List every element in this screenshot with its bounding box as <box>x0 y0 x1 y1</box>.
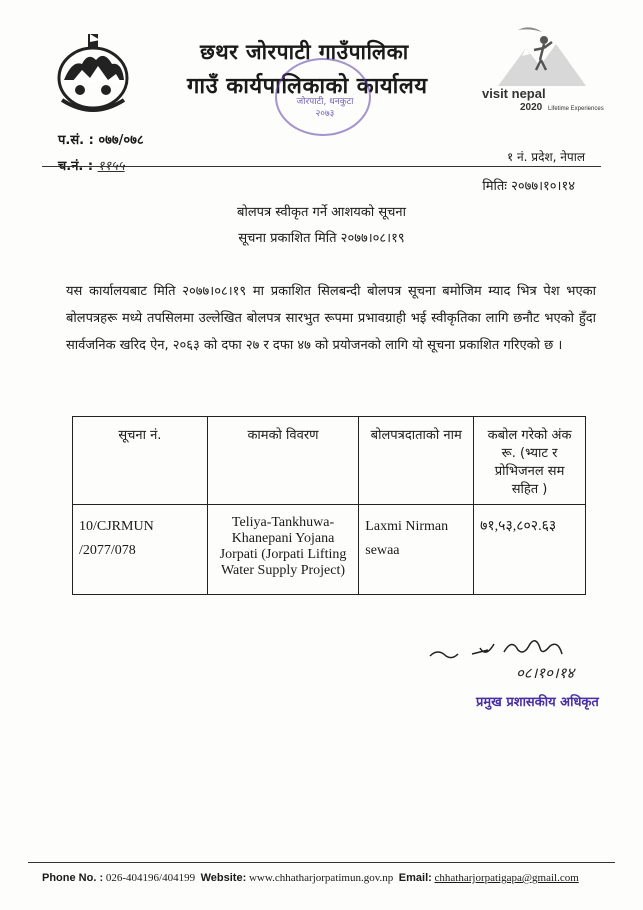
cell-bid-amount: ७१,५३,८०२.६३ <box>474 505 586 595</box>
email-label: Email: <box>398 872 432 884</box>
reference-value: ०७७/०७८ <box>98 133 144 148</box>
cell-bidder-name: Laxmi Nirman sewaa <box>359 505 474 595</box>
date-label: मितिः <box>482 179 507 194</box>
date-line <box>482 176 575 194</box>
notice-body: यस कार्यालयबाट मिति २०७७।०८।१९ मा प्रकाशित सिलबन्दी बोलपत्र सूचना बमोजिम म्याद भित्र पेश भएका बोलपत्रहरू मध्ये तपसिलमा उल्लेखित बोलपत्र सारभुत रूपमा प्रभावग्राही भई स्वीकृतिका लागि छनौट भएको हुँदा सार्वजनिक खरिद ऐन, २०६३ को दफा २७ र दफा ४७ को प्रयोजनको लागि यो सूचना प्रकाशित गरिएको छ । <box>66 284 596 353</box>
dispatch-value: ११५५ <box>97 159 125 174</box>
visit-nepal-wordmark: visit nepal <box>482 86 546 101</box>
cell-work-description: Teliya-Tankhuwa-Khanepani Yojana Jorpati (Jorpati Lifting Water Supply Project) <box>207 505 359 595</box>
bid-table <box>72 416 586 595</box>
reference-label: प.सं. : <box>58 133 94 148</box>
officer-title: प्रमुख प्रशासकीय अधिकृत <box>476 695 599 710</box>
province-label: १ नं. प्रदेश, नेपाल <box>506 150 585 164</box>
header-notice-no: सूचना नं. <box>73 417 208 505</box>
header-bidder-name: बोलपत्रदाताको नाम <box>359 417 474 505</box>
website-link[interactable]: www.chhatharjorpatimun.gov.np <box>248 872 394 884</box>
email-link[interactable]: chhatharjorpatigapa@gmail.com <box>434 872 579 884</box>
table-header-row <box>73 417 586 505</box>
header-work-description: कामको विवरण <box>207 417 359 505</box>
footer <box>42 872 579 884</box>
stamp-text <box>270 96 380 120</box>
visit-nepal-logo <box>478 26 604 118</box>
phone-value: 026-404196/404199 <box>105 872 196 884</box>
header-bid-amount: कबोल गरेको अंक रू. (भ्याट र प्रोभिजनल सम सहित ) <box>474 417 586 505</box>
table-row <box>73 505 586 595</box>
header-divider <box>42 166 601 167</box>
signature <box>428 634 588 696</box>
dispatch-label: च.नं. : <box>58 159 94 174</box>
notice-publish-date: सूचना प्रकाशित मिति २०७७।०८।१९ <box>238 231 405 246</box>
dispatch-number <box>58 156 125 174</box>
signature-date: ०८।१०।१४ <box>516 664 575 682</box>
phone-label: Phone No. : <box>42 872 104 884</box>
office-name-line1: छथर जोरपाटी गाउँपालिका <box>200 39 409 64</box>
stamp-text-line1: जोरपाटी, धनकुटा <box>296 97 354 107</box>
stamp-text-line2: २०७३ <box>315 109 335 119</box>
cell-notice-no: 10/CJRMUN /2077/078 <box>73 505 208 595</box>
footer-divider <box>28 862 615 863</box>
office-name-line2: गाउँ कार्यपालिकाको कार्यालय <box>187 73 428 99</box>
notice-subject: बोलपत्र स्वीकृत गर्ने आशयको सूचना <box>237 205 406 220</box>
date-value: २०७७।१०।१४ <box>511 179 575 194</box>
website-label: Website: <box>200 872 247 884</box>
visit-nepal-tagline: Lifetime Experiences <box>548 106 604 112</box>
visit-nepal-year: 2020 <box>520 102 543 113</box>
nepal-emblem-icon <box>52 30 134 116</box>
reference-number <box>58 130 144 148</box>
